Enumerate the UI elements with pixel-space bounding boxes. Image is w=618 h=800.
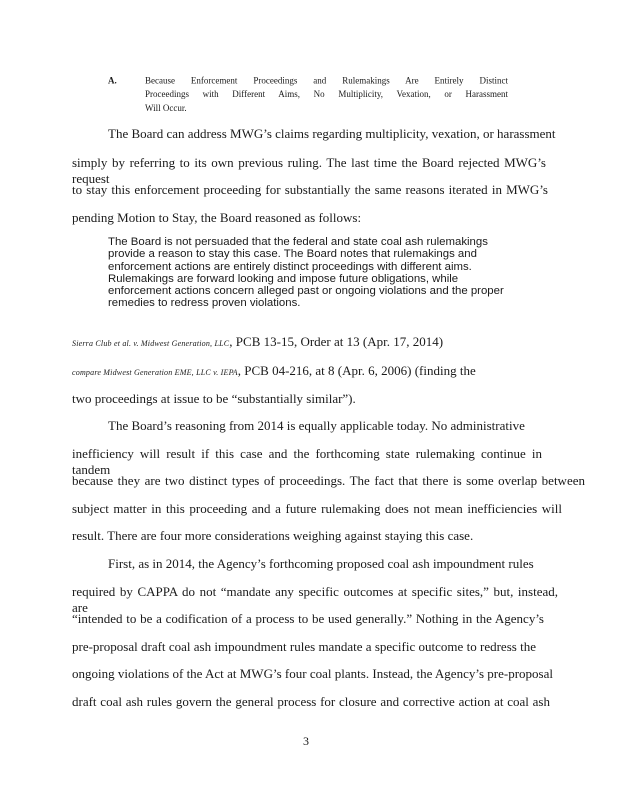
citation-line-3: two proceedings at issue to be “substantially similar”). — [72, 391, 356, 406]
heading-marker: A. — [108, 75, 117, 86]
citation-reference-1: , PCB 13-15, Order at 13 (Apr. 17, 2014) — [229, 334, 444, 349]
paragraph-2-line-1: The Board’s reasoning from 2014 is equally applicable today. No administrative — [108, 418, 525, 433]
citation-case-name-1: Sierra Club et al. v. Midwest Generation, LLC — [72, 339, 230, 348]
block-quote — [108, 236, 518, 310]
paragraph-1-line-2: simply by referring to its own previous ruling. The last time the Board rejected MWG’s request — [72, 155, 546, 186]
paragraph-3-line-2: required by CAPPA do not “mandate any specific outcomes at specific sites,” but, instead, are — [72, 584, 558, 615]
page-number: 3 — [303, 734, 309, 748]
paragraph-3-line-6: draft coal ash rules govern the general process for closure and corrective action at coal ash — [72, 694, 550, 709]
paragraph-1-line-3: to stay this enforcement proceeding for substantially the same reasons iterated in MWG’s — [72, 182, 548, 197]
heading-line-2: Proceedings with Different Aims, No Multiplicity, Vexation, or Harassment — [145, 88, 508, 100]
paragraph-2-line-5: result. There are four more considerations weighing against staying this case. — [72, 528, 474, 543]
block-quote-text: The Board is not persuaded that the federal and state coal ash rulemakings provide a reason to stay this case. The Board notes that rulemakings and enforcement actions are entirely distinct proceedings with different aims. Rulemakings are forward looking and impose future obligations, while enforcement actions concern alleged past or ongoing violations and the proper remedies to redress proven violations. — [108, 236, 504, 310]
paragraph-2-line-2: inefficiency will result if this case and the forthcoming state rulemaking continue in tandem — [72, 446, 542, 477]
citation-reference-2: , PCB 04-216, at 8 (Apr. 6, 2006) (finding the — [237, 363, 476, 378]
paragraph-3-line-1: First, as in 2014, the Agency’s forthcoming proposed coal ash impoundment rules — [108, 556, 534, 571]
paragraph-1-line-4: pending Motion to Stay, the Board reasoned as follows: — [72, 210, 362, 225]
citation-case-name-2: compare Midwest Generation EME, LLC v. IEPA — [72, 368, 238, 377]
heading-line-1: Because Enforcement Proceedings and Rulemakings Are Entirely Distinct — [145, 75, 508, 86]
paragraph-1-line-1: The Board can address MWG’s claims regarding multiplicity, vexation, or harassment — [108, 126, 556, 141]
citation-line-1 — [72, 334, 443, 350]
paragraph-3-line-5: ongoing violations of the Act at MWG’s four coal plants. Instead, the Agency’s pre-proposal — [72, 666, 553, 681]
heading-line-3: Will Occur. — [145, 102, 187, 113]
paragraph-2-line-3: because they are two distinct types of proceedings. The fact that there is some overlap between — [72, 473, 585, 488]
paragraph-2-line-4: subject matter in this proceeding and a future rulemaking does not mean inefficiencies will — [72, 501, 562, 516]
citation-line-2 — [72, 363, 476, 379]
paragraph-3-line-3: “intended to be a codification of a process to be used generally.” Nothing in the Agency’s — [72, 611, 544, 626]
paragraph-3-line-4: pre-proposal draft coal ash impoundment rules mandate a specific outcome to redress the — [72, 639, 536, 654]
